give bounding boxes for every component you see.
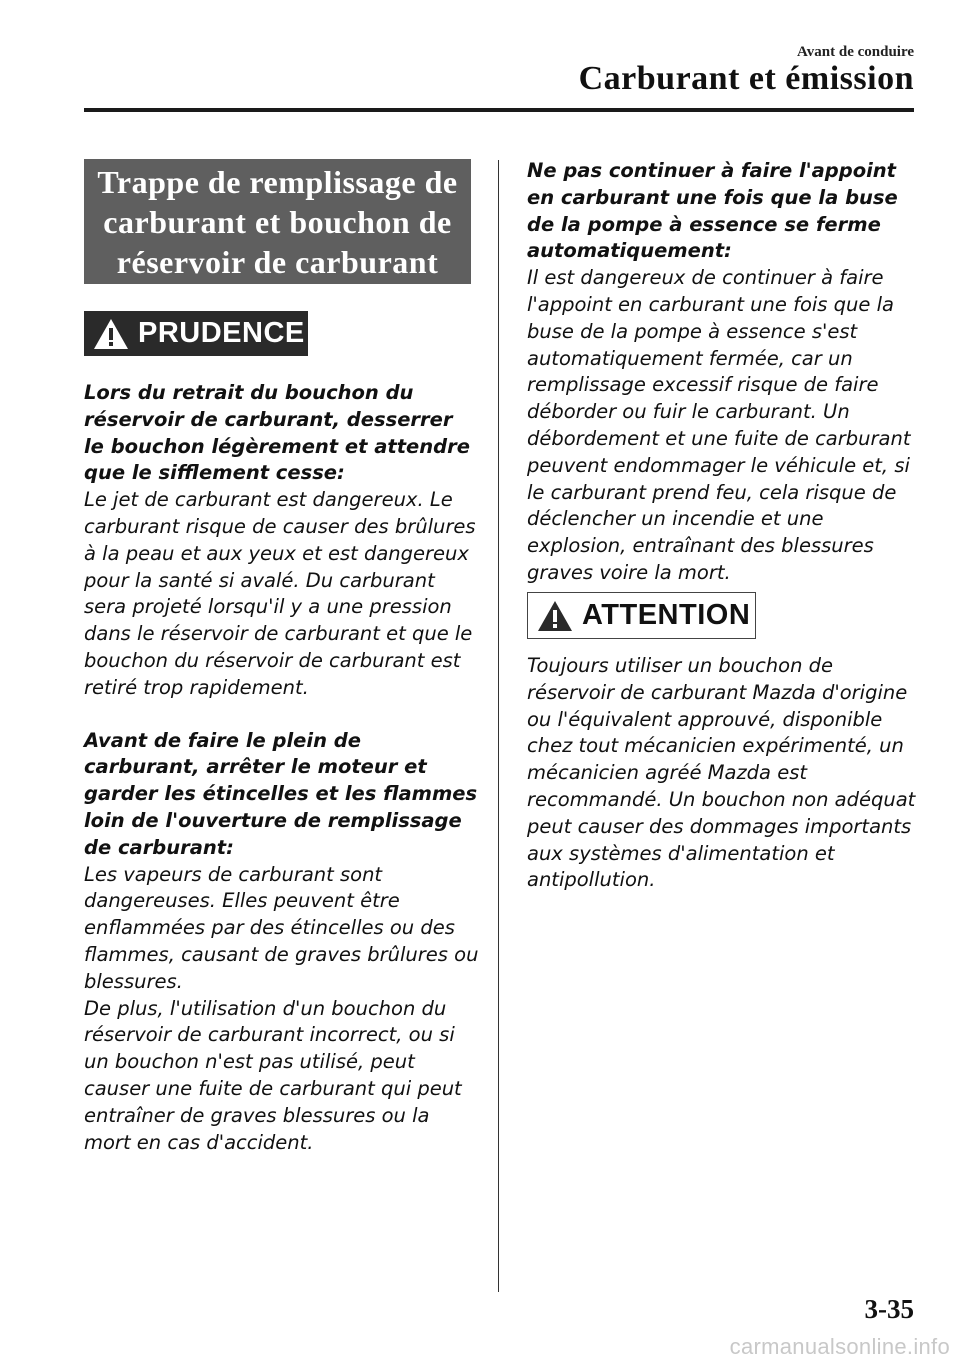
spacer (84, 702, 479, 728)
chapter-label: Avant de conduire (797, 44, 914, 60)
section-title: Trappe de remplissage de carburant et bouchon de réservoir de carburant (97, 163, 458, 280)
warning-heading: Lors du retrait du bouchon du réservoir de carburant, desserrer le bouchon légèrement et attendre que le sifflement cesse: (84, 381, 470, 485)
attention-badge (527, 592, 756, 639)
warning-body: De plus, l'utilisation d'un bouchon du réservoir de carburant incorrect, ou si un bouchon n'est pas utilisé, peut causer une fuite de carburant qui peut entraîner de graves blessures ou la mort en cas d'accident. (84, 996, 462, 1154)
page-title: Carburant et émission (578, 60, 914, 97)
warning-body: Il est dangereux de continuer à faire l'appoint en carburant une fois que la buse de la pompe à essence s'est automatiquement fermée, car un remplissage excessif risque de faire déborder ou fuir le carburant. Un débordement et une fuite de carburant peuvent endommager le véhicule et, si le carburant prend feu, cela risque de déclencher un incendie et une explosion, entraînant des blessures graves voire la mort. (527, 266, 911, 584)
page-number: 3-35 (864, 1294, 914, 1324)
prudence-label: PRUDENCE (138, 317, 305, 349)
prudence-badge (84, 311, 308, 356)
prudence-left-column (84, 380, 479, 1156)
warning-heading: Avant de faire le plein de carburant, arrêter le moteur et garder les étincelles et les flammes loin de l'ouverture de remplissage de carburant: (84, 728, 478, 859)
warning-triangle-icon (536, 599, 574, 633)
warning-triangle-icon (92, 317, 130, 351)
warning-heading: Ne pas continuer à faire l'appoint en carburant une fois que la buse de la pompe à essence se ferme automatiquement: (527, 159, 898, 263)
column-divider (498, 160, 499, 1292)
prudence-right-column (527, 158, 922, 587)
header-rule (84, 108, 914, 112)
attention-body: Toujours utiliser un bouchon de réservoir de carburant Mazda d'origine ou l'équivalent approuvé, disponible chez tout mécanicien expérimenté, un mécanicien agréé Mazda est recommandé. Un bouchon non adéquat peut causer des dommages importants aux systèmes d'alimentation et antipollution. (527, 654, 916, 892)
attention-column (527, 653, 922, 894)
watermark: carmanualsonline.info (729, 1334, 950, 1359)
warning-body: Le jet de carburant est dangereux. Le carburant risque de causer des brûlures à la peau et aux yeux et est dangereux pour la santé si avalé. Du carburant sera projeté lorsqu'il y a une pression dans le réservoir de carburant et que le bouchon du réservoir de carburant est retiré trop rapidement. (84, 488, 476, 699)
warning-body: Les vapeurs de carburant sont dangereuses. Elles peuvent être enflammées par des étincelles ou des flammes, causant de graves brûlures ou blessures. (84, 862, 479, 993)
section-title-box (84, 159, 471, 284)
attention-label: ATTENTION (582, 599, 751, 631)
